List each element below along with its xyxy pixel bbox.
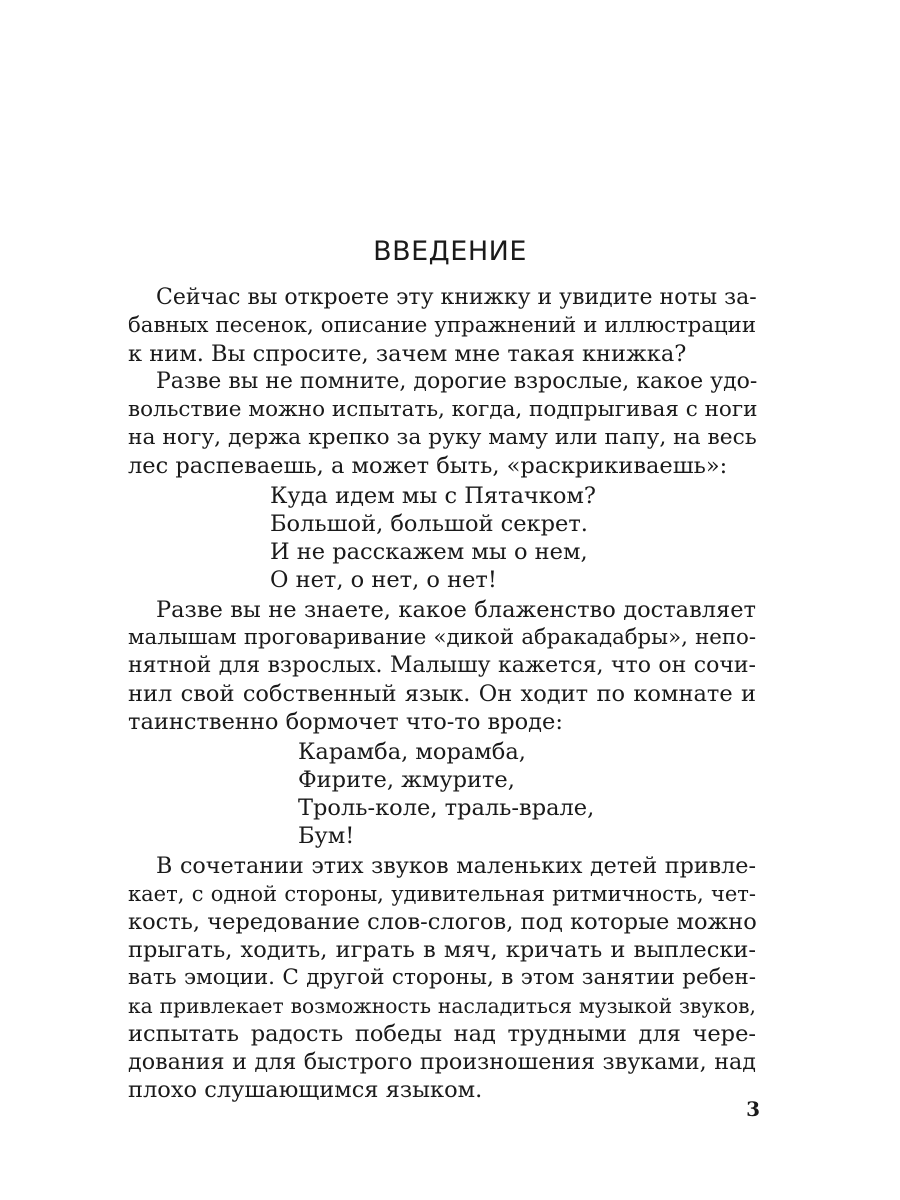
paragraph-4-line: плохо слушающимся языком.: [128, 1077, 483, 1103]
paragraph-4-line: дования и для быстрого произношения звуками, над: [128, 1049, 756, 1075]
verse-2-line: Карамба, морамба,: [298, 739, 526, 765]
paragraph-2-line: лес распеваешь, а может быть, «раскрикиваешь»:: [128, 453, 728, 479]
paragraph-1-line: к ним. Вы спросите, зачем мне такая книжка?: [128, 341, 687, 367]
paragraph-4-line: прыгать, ходить, играть в мяч, кричать и выплески-: [128, 937, 756, 963]
paragraph-4-line: кость, чередование слов-слогов, под которые можно: [128, 909, 757, 935]
verse-1-line: И не расскажем мы о нем,: [270, 539, 588, 565]
verse-1-line: Куда идем мы с Пятачком?: [270, 483, 596, 509]
paragraph-4-line: ка привлекает возможность насладиться музыкой звуков,: [128, 994, 756, 1018]
verse-1-line: Большой, большой секрет.: [270, 511, 588, 537]
verse-1-line: О нет, о нет, о нет!: [270, 567, 497, 593]
page-number: 3: [746, 1097, 760, 1121]
verse-2-line: Бум!: [298, 823, 355, 849]
verse-2-line: Троль-коле, траль-врале,: [298, 795, 595, 821]
paragraph-4-line: кает, с одной стороны, удивительная ритмичность, чет-: [128, 882, 756, 906]
paragraph-3-line: Разве вы не знаете, какое блаженство доставляет: [156, 597, 756, 623]
paragraph-3-line: таинственно бормочет что-то вроде:: [128, 709, 563, 735]
paragraph-2-line: Разве вы не помните, дорогие взрослые, какое удо-: [156, 369, 758, 394]
paragraph-3-line: малышам проговаривание «дикой абракадабры», непо-: [128, 625, 756, 650]
chapter-heading: ВВЕДЕНИЕ: [373, 236, 527, 267]
paragraph-4-line: вать эмоции. С другой стороны, в этом занятии ребен-: [128, 965, 756, 990]
paragraph-4-line: В сочетании этих звуков маленьких детей привле-: [156, 853, 756, 879]
paragraph-4-line: испытать радость победы над трудными для чере-: [128, 1021, 756, 1047]
paragraph-2-line: на ногу, держа крепко за руку маму или папу, на весь: [128, 425, 757, 450]
paragraph-1-line: Сейчас вы откроете эту книжку и увидите ноты за-: [156, 285, 757, 310]
paragraph-3-line: нил свой собственный язык. Он ходит по комнате и: [128, 681, 756, 707]
paragraph-1-line: бавных песенок, описание упражнений и иллюстрации: [128, 313, 756, 338]
paragraph-3-line: нятной для взрослых. Малышу кажется, что он сочи-: [128, 653, 756, 678]
paragraph-2-line: вольствие можно испытать, когда, подпрыгивая с ноги: [128, 397, 758, 422]
verse-2-line: Фирите, жмурите,: [298, 767, 515, 793]
